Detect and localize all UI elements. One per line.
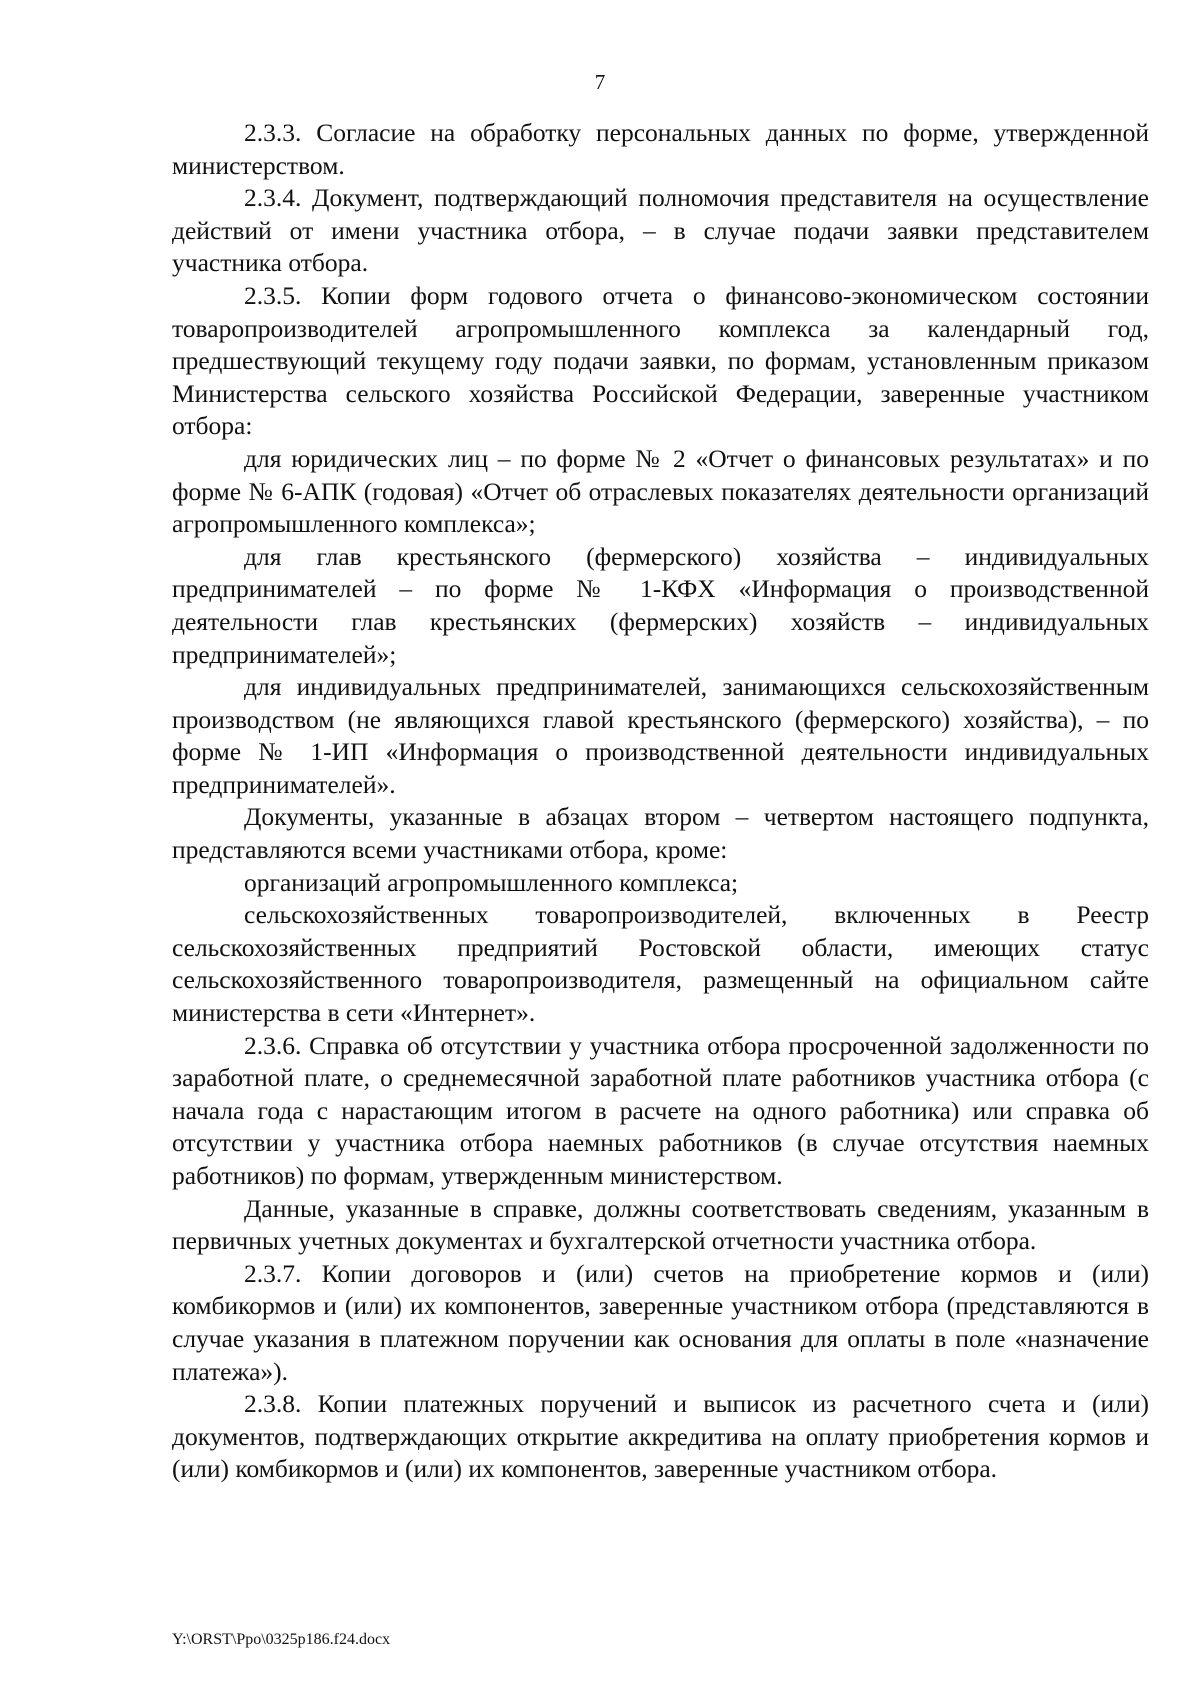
paragraph-2-3-5: 2.3.5. Копии форм годового отчета о финансово-экономическом состоянии товаропроизводителей агропромышленного комплекса за календарный год, предшествующий текущему году подачи заявки, по формам, установленным приказом Министерства сельского хозяйства Российской Федерации, заверенные участником отбора: bbox=[172, 280, 1149, 441]
paragraph-registry-producers: сельскохозяйственных товаропроизводителей, включенных в Реестр сельскохозяйственных предприятий Ростовской области, имеющих статус сельскохозяйственного товаропроизводителя, размещенный на официальном сайте министерства в сети «Интернет». bbox=[172, 900, 1149, 1028]
paragraph-documents-exception: Документы, указанные в абзацах втором – четвертом настоящего подпункта, представляются всеми участниками отбора, кроме: bbox=[172, 802, 1149, 865]
page-number: 7 bbox=[594, 70, 606, 94]
paragraph-individual-entrepreneurs: для индивидуальных предпринимателей, занимающихся сельскохозяйственным производством (не являющихся главой крестьянского (фермерского) хозяйства), – по форме № 1-ИП «Информация о производственной деятельности индивидуальных предпринимателей». bbox=[172, 672, 1149, 799]
paragraph-legal-entities: для юридических лиц – по форме № 2 «Отчет о финансовых результатах» и по форме № 6-АПК (годовая) «Отчет об отраслевых показателях деятельности организаций агропромышленного комплекса»; bbox=[172, 443, 1149, 539]
paragraph-2-3-4: 2.3.4. Документ, подтверждающий полномочия представителя на осуществление действий от имени участника отбора, – в случае подачи заявки представителем участника отбора. bbox=[172, 183, 1149, 278]
paragraph-2-3-7: 2.3.7. Копии договоров и (или) счетов на приобретение кормов и (или) комбикормов и (или) их компонентов, заверенные участником отбора (представляются в случае указания в платежном поручении как основания для оплаты в поле «назначение платежа»). bbox=[172, 1258, 1149, 1386]
paragraph-2-3-6: 2.3.6. Справка об отсутствии у участника отбора просроченной задолженности по заработной плате, о среднемесячной заработной плате работников участника отбора (с начала года с нарастающим итогом в расчете на одного работника) или справка об отсутствии у участника отбора наемных работников (в случае отсутствия наемных работников) по формам, утвержденным министерством. bbox=[172, 1030, 1149, 1190]
document-body bbox=[172, 117, 1149, 1486]
footer-file-path: Y:\ORST\Ppo\0325p186.f24.docx bbox=[172, 1631, 391, 1648]
paragraph-certificate-data: Данные, указанные в справке, должны соответствовать сведениям, указанным в первичных учетных документах и бухгалтерской отчетности участника отбора. bbox=[172, 1193, 1149, 1256]
paragraph-2-3-3: 2.3.3. Согласие на обработку персональных данных по форме, утвержденной министерством. bbox=[172, 118, 1149, 180]
paragraph-2-3-8: 2.3.8. Копии платежных поручений и выписок из расчетного счета и (или) документов, подтверждающих открытие аккредитива на оплату приобретения кормов и (или) комбикормов и (или) их компонентов, заверенные участником отбора. bbox=[172, 1389, 1149, 1484]
paragraph-farm-heads: для глав крестьянского (фермерского) хозяйства – индивидуальных предпринимателей – по форме № 1-КФХ «Информация о производственной деятельности глав крестьянских (фермерских) хозяйств – индивидуальных предпринимателей»; bbox=[172, 541, 1149, 669]
paragraph-agro-organizations: организаций агропромышленного комплекса; bbox=[244, 867, 739, 897]
